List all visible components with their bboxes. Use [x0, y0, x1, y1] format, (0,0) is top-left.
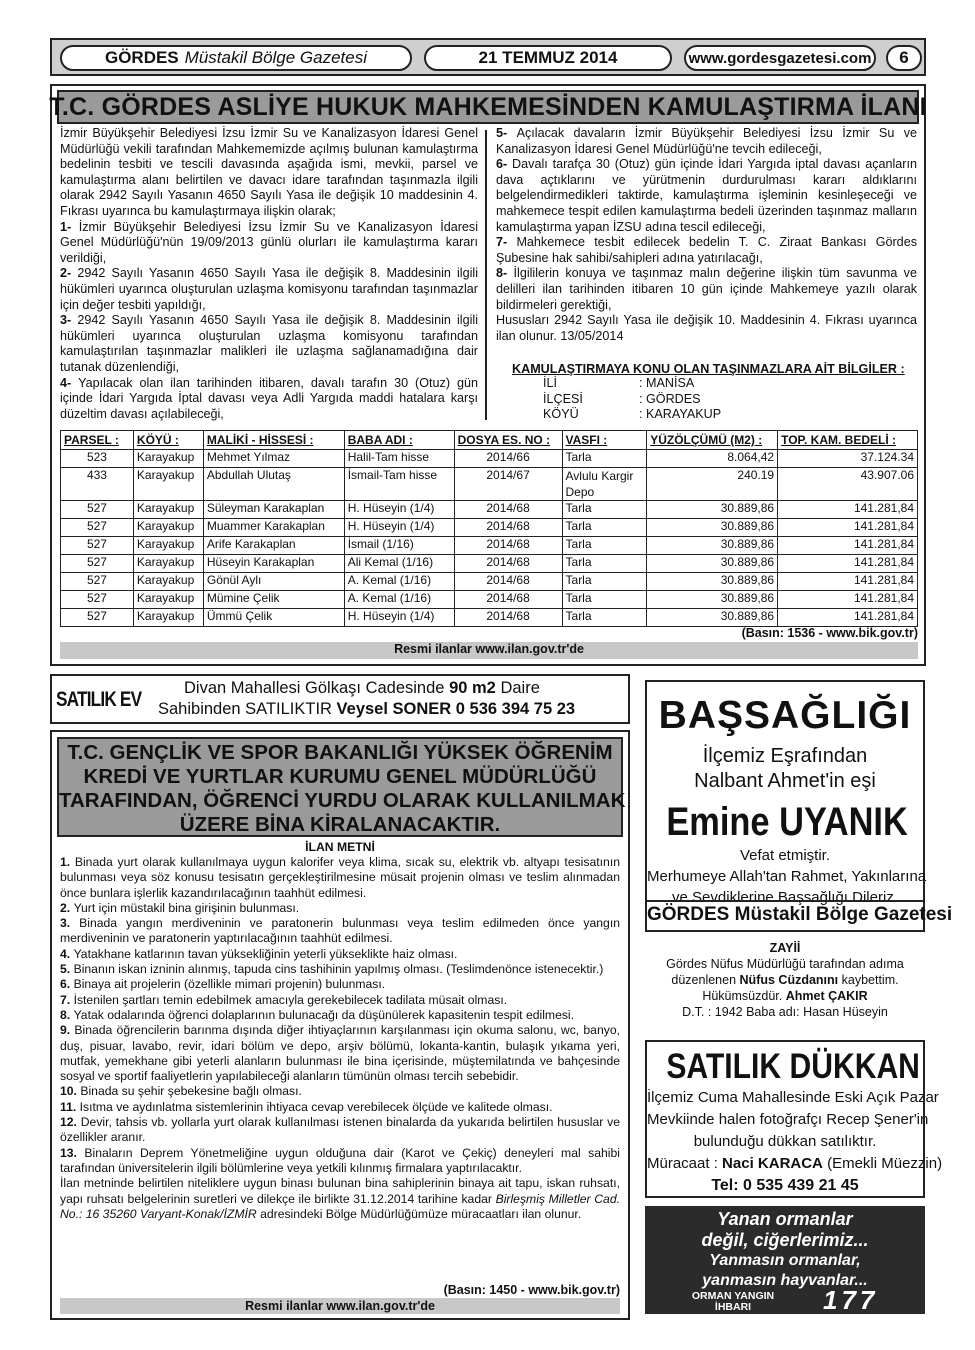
- kredi-yurtlar-item-paragraph-text: Binada yurt olarak kullanılmaya uygun kalorifer veya klima, sıcak su, elektrik vb. altyapı tesisatının bulunması veya söz konusu tesisatın gerçekleştirilmesine müsait projenin olması ve teslim alınmadan önce bunlara işlerlik kazandırılacağının taahhüt edilmesi.: [60, 855, 620, 900]
- table-cell: 240.19: [647, 468, 778, 501]
- table-cell: 30.889,86: [647, 519, 778, 537]
- kamulastirma-right-column: [496, 126, 917, 344]
- table-cell: Tarla: [562, 609, 647, 627]
- kredi-yurtlar-item-paragraph-number: 8.: [60, 1007, 74, 1022]
- kredi-yurtlar-item-paragraph-number: 10.: [60, 1084, 81, 1099]
- kredi-yurtlar-title-line: ÜZERE BİNA KİRALANACAKTIR.: [179, 813, 501, 836]
- table-cell: 2014/68: [454, 519, 562, 537]
- kredi-yurtlar-item-paragraph: [60, 1100, 620, 1115]
- table-cell: Tarla: [562, 573, 647, 591]
- bassagligi-title: BAŞSAĞLIĞI: [658, 694, 912, 737]
- table-row: [61, 555, 918, 573]
- kredi-yurtlar-item-paragraph-number: 5.: [60, 962, 74, 977]
- satilik-ev-ad: [50, 674, 630, 724]
- dukkan-line4-c: (Emekli Müezzin): [827, 1155, 943, 1172]
- table-cell: 2014/68: [454, 591, 562, 609]
- table-cell: Karayakup: [133, 519, 203, 537]
- satilik-ev-status: Sahibinden SATILIKTIR: [158, 700, 332, 718]
- orman-ihbar-number: 177: [823, 1285, 879, 1315]
- table-row: [61, 450, 918, 468]
- table-cell: H. Hüseyin (1/4): [344, 519, 454, 537]
- bassagligi-line2: Nalbant Ahmet'in eşi: [694, 770, 876, 792]
- table-cell: Karayakup: [133, 609, 203, 627]
- table-cell: 527: [61, 609, 134, 627]
- satilik-ev-label: SATILIK EV: [56, 688, 142, 711]
- table-cell: 141.281,84: [778, 501, 918, 519]
- table-cell: Karayakup: [133, 450, 203, 468]
- table-cell: H. Hüseyin (1/4): [344, 501, 454, 519]
- kredi-yurtlar-title-line: KREDİ VE YURTLAR KURUMU GENEL MÜDÜRLÜĞÜ: [83, 765, 597, 788]
- kredi-yurtlar-item-paragraph: [60, 1115, 620, 1146]
- kamulastirma-left-paragraph-number: 2-: [60, 266, 78, 281]
- kredi-yurtlar-item-paragraph-number: 9.: [60, 1023, 75, 1038]
- kamulastirma-right-paragraph-number: 8-: [496, 266, 514, 281]
- closing-text-a: İlan metninde belirtilen niteliklere uygun binası bulunan bina sahiplerinin binaya ait tapu, iskan ruhsatı, yapı ruhsatı belgelerinin suretleri ve dilekçe ile birlikte 31.12.2014 tarihine kadar: [60, 1176, 620, 1206]
- table-header-cell: BABA ADI :: [344, 431, 454, 450]
- kamulastirma-right-paragraph: [496, 126, 917, 157]
- satilik-ev-line2: [158, 698, 628, 720]
- table-row: [61, 573, 918, 591]
- orman-line2: değil, ciğerlerimiz...: [701, 1230, 869, 1250]
- paper-name: GÖRDES: [104, 48, 179, 67]
- parcel-table: [60, 430, 918, 627]
- bassagligi-line5: ve Sevdiklerine Başsağlığı Dileriz.: [672, 889, 898, 906]
- table-cell: İsmail-Tam hisse: [344, 468, 454, 501]
- table-cell: 43.907.06: [778, 468, 918, 501]
- property-info-label: İLİ: [543, 376, 558, 390]
- table-cell: 37.124.34: [778, 450, 918, 468]
- table-row: [61, 501, 918, 519]
- table-row: [61, 468, 918, 501]
- kredi-yurtlar-title-line: TARAFINDAN, ÖĞRENCİ YURDU OLARAK KULLANILMAK: [59, 789, 626, 812]
- table-cell: Arife Karakaplan: [203, 537, 344, 555]
- orman-label: [653, 1291, 813, 1313]
- date-pill: [424, 45, 672, 71]
- satilik-dukkan-title: SATILIK DÜKKAN: [666, 1047, 920, 1086]
- table-cell: 141.281,84: [778, 591, 918, 609]
- table-cell: 2014/66: [454, 450, 562, 468]
- kredi-yurtlar-item-paragraph-number: 13.: [60, 1145, 85, 1160]
- kamulastirma-left-paragraph: [60, 376, 478, 423]
- kamulastirma-left-paragraph: [60, 220, 478, 267]
- table-cell: 30.889,86: [647, 501, 778, 519]
- kredi-yurtlar-item-paragraph: [60, 855, 620, 901]
- kredi-yurtlar-item-paragraph-number: 4.: [60, 946, 74, 961]
- kredi-yurtlar-item-paragraph: [60, 1084, 620, 1099]
- table-cell: Karayakup: [133, 573, 203, 591]
- table-cell: 141.281,84: [778, 537, 918, 555]
- kredi-yurtlar-closing: [60, 1176, 620, 1222]
- table-cell: 141.281,84: [778, 555, 918, 573]
- kredi-yurtlar-item-paragraph: [60, 1023, 620, 1084]
- kredi-yurtlar-item-paragraph-number: 2.: [60, 900, 74, 915]
- kredi-yurtlar-item-paragraph: [60, 1008, 620, 1023]
- kamulastirma-right-paragraph-text: Mahkemece tesbit edilecek bedelin T. C. Ziraat Bankası Gördes Şubesine hak sahibi/sahipleri adına yatırılacağı,: [496, 235, 917, 265]
- property-info-value: : KARAYAKUP: [639, 407, 722, 422]
- table-cell: Süleyman Karakaplan: [203, 501, 344, 519]
- kredi-yurtlar-item-paragraph: [60, 916, 620, 947]
- table-cell: Tarla: [562, 537, 647, 555]
- kamulastirma-right-paragraph: [496, 313, 917, 344]
- table-cell: Ümmü Çelik: [203, 609, 344, 627]
- kredi-yurtlar-body: [60, 855, 620, 1222]
- kredi-yurtlar-item-paragraph-text: Binaların Deprem Yönetmeliğine uygun olduğuna dair (Karot ve Çekiç) deneyleri mal sahibi tarafından üniversitelerin ilgili bölümlerine veya yetkili kılınmış firmalara yaptırılacaktır.: [60, 1145, 620, 1175]
- table-cell: Halil-Tam hisse: [344, 450, 454, 468]
- table-cell: 527: [61, 501, 134, 519]
- table-cell: 527: [61, 537, 134, 555]
- parcel-table-wrap: [60, 430, 918, 627]
- website-pill[interactable]: [684, 45, 876, 71]
- orman-yangin-ad: [645, 1206, 925, 1314]
- kredi-yurtlar-item-paragraph-text: Yatakhane katlarının tavan yüksekliğinin yeterli yükseklikte haiz olması.: [73, 946, 458, 961]
- property-info-label: İLÇESİ: [543, 391, 583, 406]
- table-cell: Muammer Karakaplan: [203, 519, 344, 537]
- website-link[interactable]: www.gordesgazetesi.com: [688, 49, 872, 67]
- kamulastirma-left-paragraph-number: 1-: [60, 219, 79, 234]
- parcel-table-header: [61, 431, 918, 450]
- satilik-ev-line1: [184, 677, 624, 699]
- kredi-yurtlar-item-paragraph-text: İstenilen şartları temin edebilmek amacıyla gerekebilecek tadilata müsait olması.: [73, 992, 508, 1007]
- kredi-yurtlar-item-paragraph-text: Binada öğrencilerin barınma dışında diğer ihtiyaçlarının karşılanması için okuma salonu, wc, banyo, duş, pisuar, lavabo, revir, idari bölüm ve depo, arşiv bölümü, lokanta-kantin, bulaşık yıkama yeri, mutfak, yemekhane gibi yeterli alanların bulunması ile bina içerisinde, müştemilatında ve bahçesinde sosyal ve sportif faaliyetlerin yapılabileceği alanların tümünün olması tercih sebebidir.: [60, 1023, 621, 1084]
- property-info-value: : GÖRDES: [639, 391, 701, 406]
- kamulastirma-left-paragraph-text: Yapılacak olan ilan tarihinden itibaren, davalı tarafın 30 (Otuz) gün içinde İdari Yargıda İptal davası veya Adli Yargıda maddi hatalara karşı düzeltim davası açılabileceği,: [60, 375, 478, 421]
- table-cell: 2014/68: [454, 537, 562, 555]
- table-cell: 30.889,86: [647, 537, 778, 555]
- deceased-name: Emine UYANIK: [666, 800, 908, 844]
- table-cell: Tarla: [562, 519, 647, 537]
- table-cell: 527: [61, 591, 134, 609]
- table-cell: 8.064,42: [647, 450, 778, 468]
- zayi-line2-c: kaybettim.: [841, 973, 899, 987]
- property-info-row: [543, 407, 932, 423]
- table-header-cell: TOP. KAM. BEDELİ :: [778, 431, 918, 450]
- kredi-yurtlar-item-paragraph-text: Yurt için müstakil bina girişinin bulunması.: [73, 900, 300, 915]
- kamulastirma-right-paragraph: [496, 235, 917, 266]
- bassagligi-line1: İlçemiz Eşrafından: [702, 745, 868, 767]
- kamulastirma-right-paragraph-text: İlgililerin konuya ve taşınmaz malın değerine ilişkin tüm savunma ve delilleri ilan tarihinden itibaren 10 gün içinde Mahkemeye yazılı olarak bildirmeleri gerektiği,: [496, 266, 917, 312]
- table-row: [61, 537, 918, 555]
- table-cell: 30.889,86: [647, 609, 778, 627]
- zayi-line1: Gördes Nüfus Müdürlüğü tarafından adıma: [666, 957, 904, 971]
- table-cell: Tarla: [562, 591, 647, 609]
- bassagligi-line4: Merhumeye Allah'tan Rahmet, Yakınlarına: [647, 868, 927, 885]
- kredi-yurtlar-item-paragraph-text: Binada su şehir şebekesine bağlı olması.: [80, 1084, 302, 1099]
- dukkan-line1: İlçemiz Cuma Mahallesinde Eski Açık Pazar: [647, 1089, 939, 1106]
- dukkan-phone: Tel: 0 535 439 21 45: [711, 1177, 859, 1194]
- kredi-yurtlar-resmi-ilanlar: Resmi ilanlar www.ilan.gov.tr'de: [60, 1298, 620, 1314]
- table-cell: 2014/68: [454, 501, 562, 519]
- kredi-yurtlar-item-paragraph: [60, 947, 620, 962]
- kredi-yurtlar-item-paragraph-number: 1.: [60, 855, 75, 869]
- kredi-yurtlar-item-paragraph-number: 11.: [60, 1099, 80, 1114]
- table-cell: 527: [61, 519, 134, 537]
- orman-line4: yanmasın hayvanlar...: [702, 1272, 868, 1289]
- table-row: [61, 591, 918, 609]
- table-cell: 433: [61, 468, 134, 501]
- table-cell: Karayakup: [133, 555, 203, 573]
- kredi-yurtlar-item-paragraph-number: 3.: [60, 916, 80, 931]
- kredi-yurtlar-title-line: T.C. GENÇLİK VE SPOR BAKANLIĞI YÜKSEK ÖĞRENİM: [67, 741, 613, 764]
- table-cell: A. Kemal (1/16): [344, 591, 454, 609]
- page-number: 6: [899, 48, 909, 67]
- table-header-cell: MALİKİ - HİSSESİ :: [203, 431, 344, 450]
- kamulastirma-left-paragraph-number: 3-: [60, 313, 78, 328]
- property-info-label: KÖYÜ: [543, 407, 579, 422]
- zayi-line2-a: düzenlenen: [671, 973, 737, 987]
- paper-name-pill: [60, 45, 412, 71]
- dukkan-line3: bulunduğu dükkan satılıktır.: [693, 1133, 877, 1150]
- orman-label2: İHBARI: [714, 1301, 752, 1313]
- parcel-table-body: [61, 450, 918, 627]
- kredi-yurtlar-basin: (Basın: 1450 - www.bik.gov.tr): [443, 1283, 620, 1297]
- orman-line3: Yanmasın ormanlar,: [709, 1252, 861, 1269]
- zayi-line3-a: Hükümsüzdür.: [702, 989, 783, 1003]
- ilan-metni-heading: İLAN METNİ: [305, 840, 375, 854]
- table-cell: Mümine Çelik: [203, 591, 344, 609]
- kredi-yurtlar-item-paragraph: [60, 962, 620, 977]
- zayi-line4: D.T. : 1942 Baba adı: Hasan Hüseyin: [682, 1005, 888, 1019]
- table-header-cell: KÖYÜ :: [133, 431, 203, 450]
- kamulastirma-title: T.C. GÖRDES ASLİYE HUKUK MAHKEMESİNDEN KAMULAŞTIRMA İLANI: [57, 90, 919, 124]
- page-number-pill: [886, 45, 922, 71]
- table-header-cell: YÜZÖLÇÜMÜ (M2) :: [647, 431, 778, 450]
- kamulastirma-right-paragraph: [496, 157, 917, 235]
- kredi-yurtlar-item-paragraph-text: Binada yangın merdiveninin ve paratonerin bulunması veya teslim edilmeden önce yangın merdiveninin ve paratonerin yaptırılacağının taahhüt edilmesi.: [60, 916, 620, 946]
- kamulastirma-resmi-ilanlar: Resmi ilanlar www.ilan.gov.tr'de: [60, 642, 918, 659]
- property-info-row: [543, 392, 932, 408]
- table-cell: İsmail (1/16): [344, 537, 454, 555]
- orman-line1: Yanan ormanlar: [717, 1209, 853, 1229]
- table-cell: 527: [61, 555, 134, 573]
- table-cell: 2014/68: [454, 609, 562, 627]
- kredi-yurtlar-item-paragraph-text: Devir, tahsis vb. yollarla yurt olarak kullanılması istenen binalarda da yukarıda belirtilen hususlar ve özellikler aranır.: [60, 1115, 620, 1145]
- paper-subtitle: Müstakil Bölge Gazetesi: [184, 48, 368, 67]
- satilik-dukkan-ad: [645, 1040, 943, 1198]
- table-cell: 141.281,84: [778, 519, 918, 537]
- table-cell: Avlulu Kargir Depo: [562, 468, 647, 501]
- property-info-value: : MANİSA: [639, 376, 695, 390]
- kamulastirma-left-paragraph-text: 2942 Sayılı Yasanın 4650 Sayılı Yasa ile değişik 8. Maddesinin ilgili hükümleri uyarınca oluşturulan uzlaşma komisyonu tarafından kamulaştırılan taşınmazlar malikleri ile uzlaşma sağlanamadığına dair tutanak düzenlendiği,: [60, 313, 479, 374]
- table-header-cell: VASFI :: [562, 431, 647, 450]
- satilik-ev-contact: Veysel SONER 0 536 394 75 23: [336, 700, 576, 718]
- dukkan-line2: Mevkiinde halen fotoğrafçı Recep Şener'in: [647, 1111, 929, 1128]
- table-cell: Ali Kemal (1/16): [344, 555, 454, 573]
- bassagligi-signature: GÖRDES Müstakil Bölge Gazetesi: [647, 900, 923, 930]
- table-cell: Karayakup: [133, 501, 203, 519]
- kredi-yurtlar-item-paragraph-number: 7.: [60, 992, 74, 1007]
- kamulastirma-left-paragraph-text: 2942 Sayılı Yasanın 4650 Sayılı Yasa ile değişik 8. Maddesinin ilgili hükümleri uyarınca oluşturulan uzlaşma komisyonu tarafından taşınmazlar için değer tesbiti yapıldığı,: [60, 266, 479, 312]
- dukkan-contact-name: Naci KARACA: [722, 1155, 823, 1172]
- table-header-cell: DOSYA ES. NO :: [454, 431, 562, 450]
- kamulastirma-left-paragraph-text: İzmir Büyükşehir Belediyesi İzsu İzmir Su ve Kanalizasyon İdaresi Genel Müdürlüğü vekili tarafından Mahkememizde açılmış bulunan kamulaştırma bedelinin tesbiti ve tescili davasında aşağıda ismi, mevkii, parsel ve kamulaştırma alanı belirtilen ve davacı idare tarafından taşınmazla ilgili olarak 2942 Sayılı Yasanın 4650 Sayılı Yasa ile değişik 10 maddesinin 4. Fıkrası uyarınca bu kamulaştırmaya ilişkin olarak;: [60, 126, 478, 218]
- kredi-yurtlar-item-paragraph: [60, 901, 620, 916]
- kamulastirma-left-paragraph-number: 4-: [60, 375, 79, 390]
- kamulastirma-right-paragraph-number: 5-: [496, 126, 517, 140]
- orman-label1: ORMAN YANGIN: [691, 1290, 775, 1302]
- table-cell: Tarla: [562, 501, 647, 519]
- closing-text-b: adresindeki Bölge Müdürlüğümüze müracaatları ilan olunur.: [256, 1206, 582, 1221]
- kredi-yurtlar-item-paragraph-text: Yatak odalarında öğrenci dolaplarının bulunacağı da düşünülerek kapasitenin tespit edilmesi.: [73, 1007, 575, 1022]
- satilik-ev-size: 90 m2: [449, 679, 496, 697]
- kamulastirma-left-paragraph: [60, 266, 478, 313]
- table-cell: 2014/68: [454, 573, 562, 591]
- table-cell: 2014/67: [454, 468, 562, 501]
- table-row: [61, 609, 918, 627]
- satilik-ev-address: Divan Mahallesi Gölkaşı Cadesinde: [184, 679, 445, 697]
- kamulastirma-left-column: [60, 126, 478, 422]
- kamulastirma-right-paragraph: [496, 266, 917, 313]
- table-cell: 30.889,86: [647, 573, 778, 591]
- table-cell: Abdullah Ulutaş: [203, 468, 344, 501]
- zayi-title: ZAYİİ: [769, 941, 801, 955]
- zayi-ad: [645, 940, 925, 1034]
- kamulastirma-left-paragraph: [60, 126, 478, 220]
- table-cell: 527: [61, 573, 134, 591]
- column-divider: [485, 130, 487, 420]
- kamulastirma-left-paragraph: [60, 313, 478, 375]
- zayi-owner: Ahmet ÇAKIR: [785, 989, 868, 1003]
- closing-address: Birleşmiş Milletler Cad. No.: 16 35260 Varyant-Konak/İZMİR: [60, 1191, 620, 1221]
- kredi-yurtlar-item-paragraph: [60, 993, 620, 1008]
- table-cell: Gönül Aylı: [203, 573, 344, 591]
- table-cell: 30.889,86: [647, 591, 778, 609]
- masthead-bar: [50, 38, 926, 76]
- kamulastirma-right-paragraph-number: 7-: [496, 235, 517, 250]
- table-cell: Tarla: [562, 555, 647, 573]
- kredi-yurtlar-item-paragraph: [60, 1146, 620, 1177]
- table-cell: Hüseyin Karakaplan: [203, 555, 344, 573]
- table-header-cell: PARSEL :: [61, 431, 134, 450]
- kamulastirma-right-paragraph-text: Açılacak davaların İzmir Büyükşehir Belediyesi İzsu İzmir Su ve Kanalizasyon İdaresi Genel Müdürlüğü'ne tevcih edileceği,: [496, 126, 917, 156]
- kredi-yurtlar-title: [57, 737, 626, 837]
- property-info: [512, 362, 932, 423]
- table-cell: 141.281,84: [778, 609, 918, 627]
- table-cell: Karayakup: [133, 537, 203, 555]
- table-cell: 30.889,86: [647, 555, 778, 573]
- bassagligi-ad: [645, 680, 953, 932]
- kredi-yurtlar-item-paragraph-text: Binaya ait projelerin (özellikle mimari projenin) bulunması.: [73, 977, 386, 992]
- kredi-yurtlar-item-paragraph: [60, 977, 620, 992]
- kamulastirma-left-paragraph-text: İzmir Büyükşehir Belediyesi İzsu İzmir Su ve Kanalizasyon İdaresi Genel Müdürlüğü'nün 19/09/2013 günlü olurları ile kamulaştırma kararı verildiği,: [60, 219, 479, 265]
- kredi-yurtlar-item-paragraph-number: 12.: [60, 1115, 81, 1130]
- table-cell: A. Kemal (1/16): [344, 573, 454, 591]
- property-info-row: [543, 376, 932, 392]
- property-info-rows: [512, 376, 932, 423]
- table-cell: 141.281,84: [778, 573, 918, 591]
- kamulastirma-basin: (Basın: 1536 - www.bik.gov.tr): [741, 626, 918, 640]
- kredi-yurtlar-item-paragraph-text: Isıtma ve aydınlatma sistemlerinin ihtiyaca cevap verebilecek ölçüde ve kalitede olması.: [79, 1099, 553, 1114]
- dukkan-line4-a: Müracaat :: [647, 1155, 718, 1172]
- kamulastirma-right-paragraph-text: Hususları 2942 Sayılı Yasa ile değişik 10. Maddesinin 4. Fıkrası uyarınca ilan olunur. 13/05/2014: [496, 313, 917, 343]
- kamulastirma-right-paragraph-number: 6-: [496, 157, 513, 172]
- bassagligi-line3: Vefat etmiştir.: [739, 847, 831, 864]
- table-cell: Karayakup: [133, 468, 203, 501]
- kredi-yurtlar-item-paragraph-number: 6.: [60, 977, 74, 992]
- table-cell: Karayakup: [133, 591, 203, 609]
- table-row: [61, 519, 918, 537]
- table-cell: 523: [61, 450, 134, 468]
- table-cell: 2014/68: [454, 555, 562, 573]
- issue-date: 21 TEMMUZ 2014: [478, 48, 618, 67]
- table-cell: H. Hüseyin (1/4): [344, 609, 454, 627]
- table-cell: Tarla: [562, 450, 647, 468]
- kredi-yurtlar-item-paragraph-text: Binanın iskan izninin alınmış, tapuda cins tashihinin yapılmış olması. (Teslimdenönce istenecektir.): [73, 962, 604, 977]
- satilik-ev-type: Daire: [500, 679, 540, 697]
- kamulastirma-right-paragraph-text: Davalı tarafça 30 (Otuz) gün içinde İdari Yargıda iptal davası açanların dava açtıklarını ve yürütmenin durdurulması kararı aldıklarını belgelendirmedikleri taktirde, kamulaştırma işleminin kesinleşeceği ve mahkemece tespit edilen kamulaştırma bedeli üzerinden taşınmaz malların kamulaştırma yapan İZSU adına tescil edileceği,: [496, 157, 917, 234]
- property-info-heading: KAMULAŞTIRMAYA KONU OLAN TAŞINMAZLARA AİT BİLGİLER :: [512, 362, 905, 376]
- table-cell: Mehmet Yılmaz: [203, 450, 344, 468]
- zayi-document: Nüfus Cüzdanını: [739, 973, 839, 987]
